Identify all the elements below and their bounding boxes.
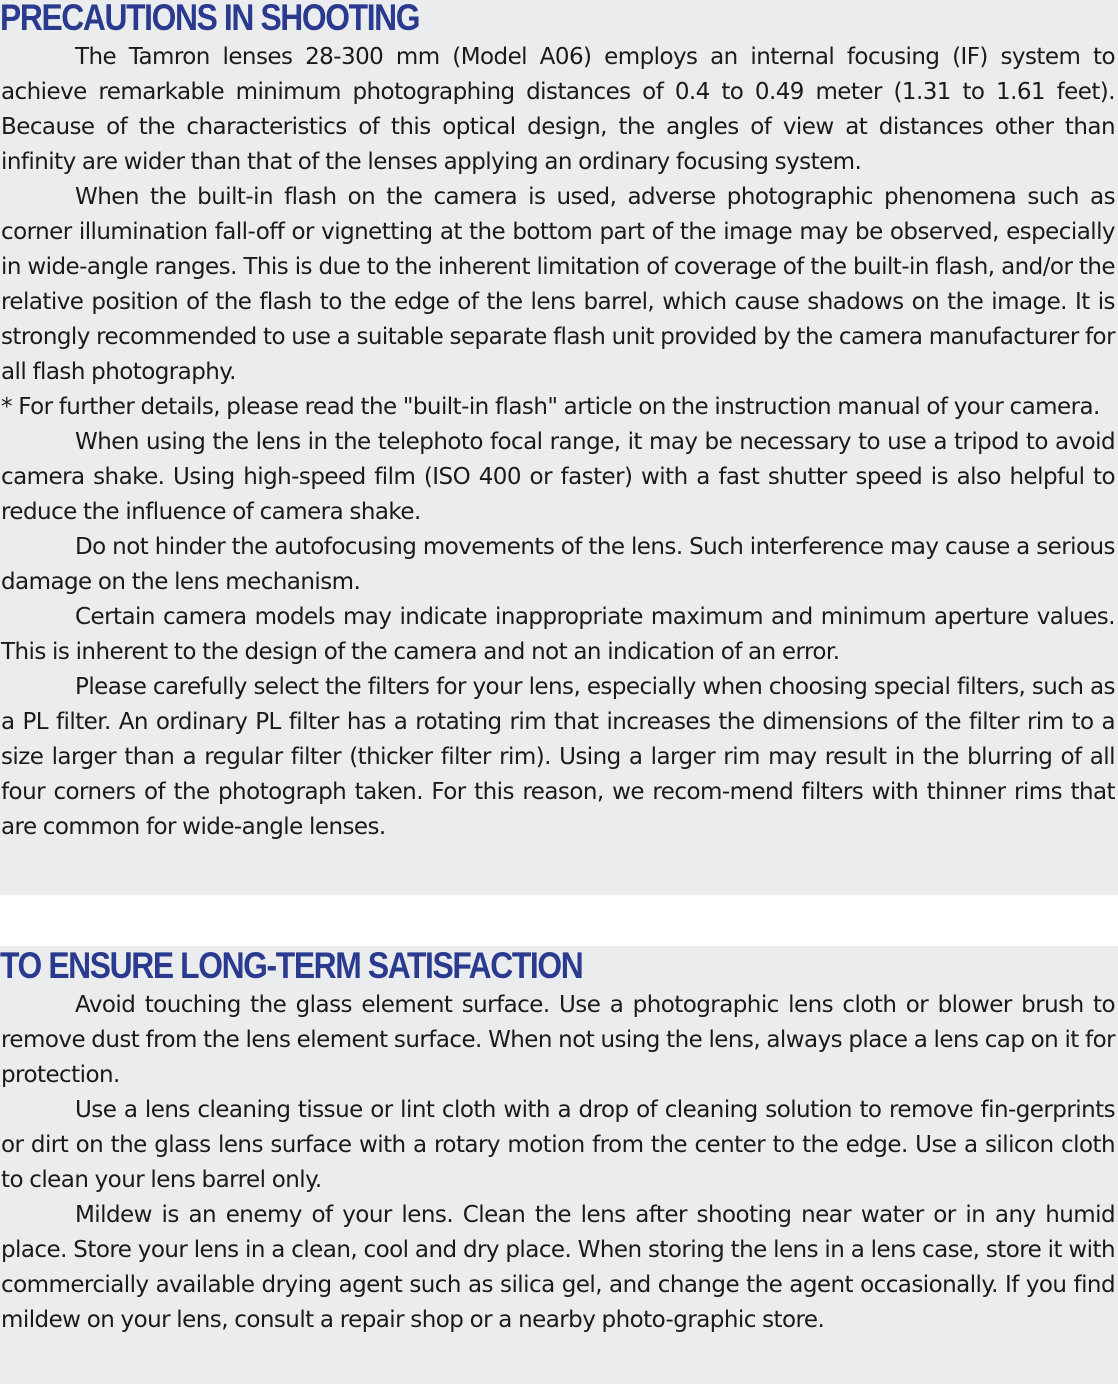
precautions-body <box>0 40 1118 845</box>
precautions-heading: PRECAUTIONS IN SHOOTING <box>0 0 420 38</box>
paragraph-glass-surface: Avoid touching the glass element surface. Use a photographic lens cloth or blower brush to remove dust from the lens element surface. When not using the lens, always place a lens cap on it for protection. <box>1 992 1115 1088</box>
paragraph-mildew: Mildew is an enemy of your lens. Clean the lens after shooting near water or in any humid place. Store your lens in a clean, cool and dry place. When storing the lens in a lens case, store it with commercially available drying agent such as silica gel, and change the agent occasionally. If you find mildew on your lens, consult a repair shop or a nearby photo-graphic store. <box>1 1202 1115 1333</box>
paragraph-filters: Please carefully select the filters for your lens, especially when choosing special filters, such as a PL filter. An ordinary PL filter has a rotating rim that increases the dimensions of the filter rim to a size larger than a regular filter (thicker filter rim). Using a larger rim may result in the blurring of all four corners of the photograph taken. For this reason, we recom-mend filters with thinner rims that are common for wide-angle lenses. <box>1 674 1115 840</box>
paragraph-cleaning: Use a lens cleaning tissue or lint cloth with a drop of cleaning solution to remove fin-gerprints or dirt on the glass lens surface with a rotary motion from the center to the edge. Use a silicon cloth to clean your lens barrel only. <box>1 1097 1115 1193</box>
paragraph-aperture-values: Certain camera models may indicate inappropriate maximum and minimum aperture values. This is inherent to the design of the camera and not an indication of an error. <box>1 604 1115 665</box>
paragraph-autofocus-movement: Do not hinder the autofocusing movements of the lens. Such interference may cause a serious damage on the lens mechanism. <box>1 534 1115 595</box>
paragraph-flash-footnote: * For further details, please read the "built-in flash" article on the instruction manual of your camera. <box>1 394 1100 420</box>
satisfaction-body <box>0 988 1118 1338</box>
paragraph-internal-focusing: The Tamron lenses 28-300 mm (Model A06) employs an internal focusing (IF) system to achieve remarkable minimum photographing distances of 0.4 to 0.49 meter (1.31 to 1.61 feet). Because of the characteristics of this optical design, the angles of view at distances other than infinity are wider than that of the lenses applying an ordinary focusing system. <box>1 44 1115 175</box>
paragraph-telephoto-tripod: When using the lens in the telephoto focal range, it may be necessary to use a tripod to avoid camera shake. Using high-speed film (ISO 400 or faster) with a fast shutter speed is also helpful to reduce the influence of camera shake. <box>1 429 1115 525</box>
paragraph-built-in-flash: When the built-in flash on the camera is used, adverse photographic phenomena such as corner illumination fall-off or vignetting at the bottom part of the image may be observed, especially in wide-angle ranges. This is due to the inherent limitation of coverage of the built-in flash, and/or the relative position of the flash to the edge of the lens barrel, which cause shadows on the image. It is strongly recommended to use a suitable separate flash unit provided by the camera manufacturer for all flash photography. <box>1 184 1115 385</box>
satisfaction-section <box>0 946 1118 1384</box>
satisfaction-heading: TO ENSURE LONG-TERM SATISFACTION <box>0 945 583 986</box>
